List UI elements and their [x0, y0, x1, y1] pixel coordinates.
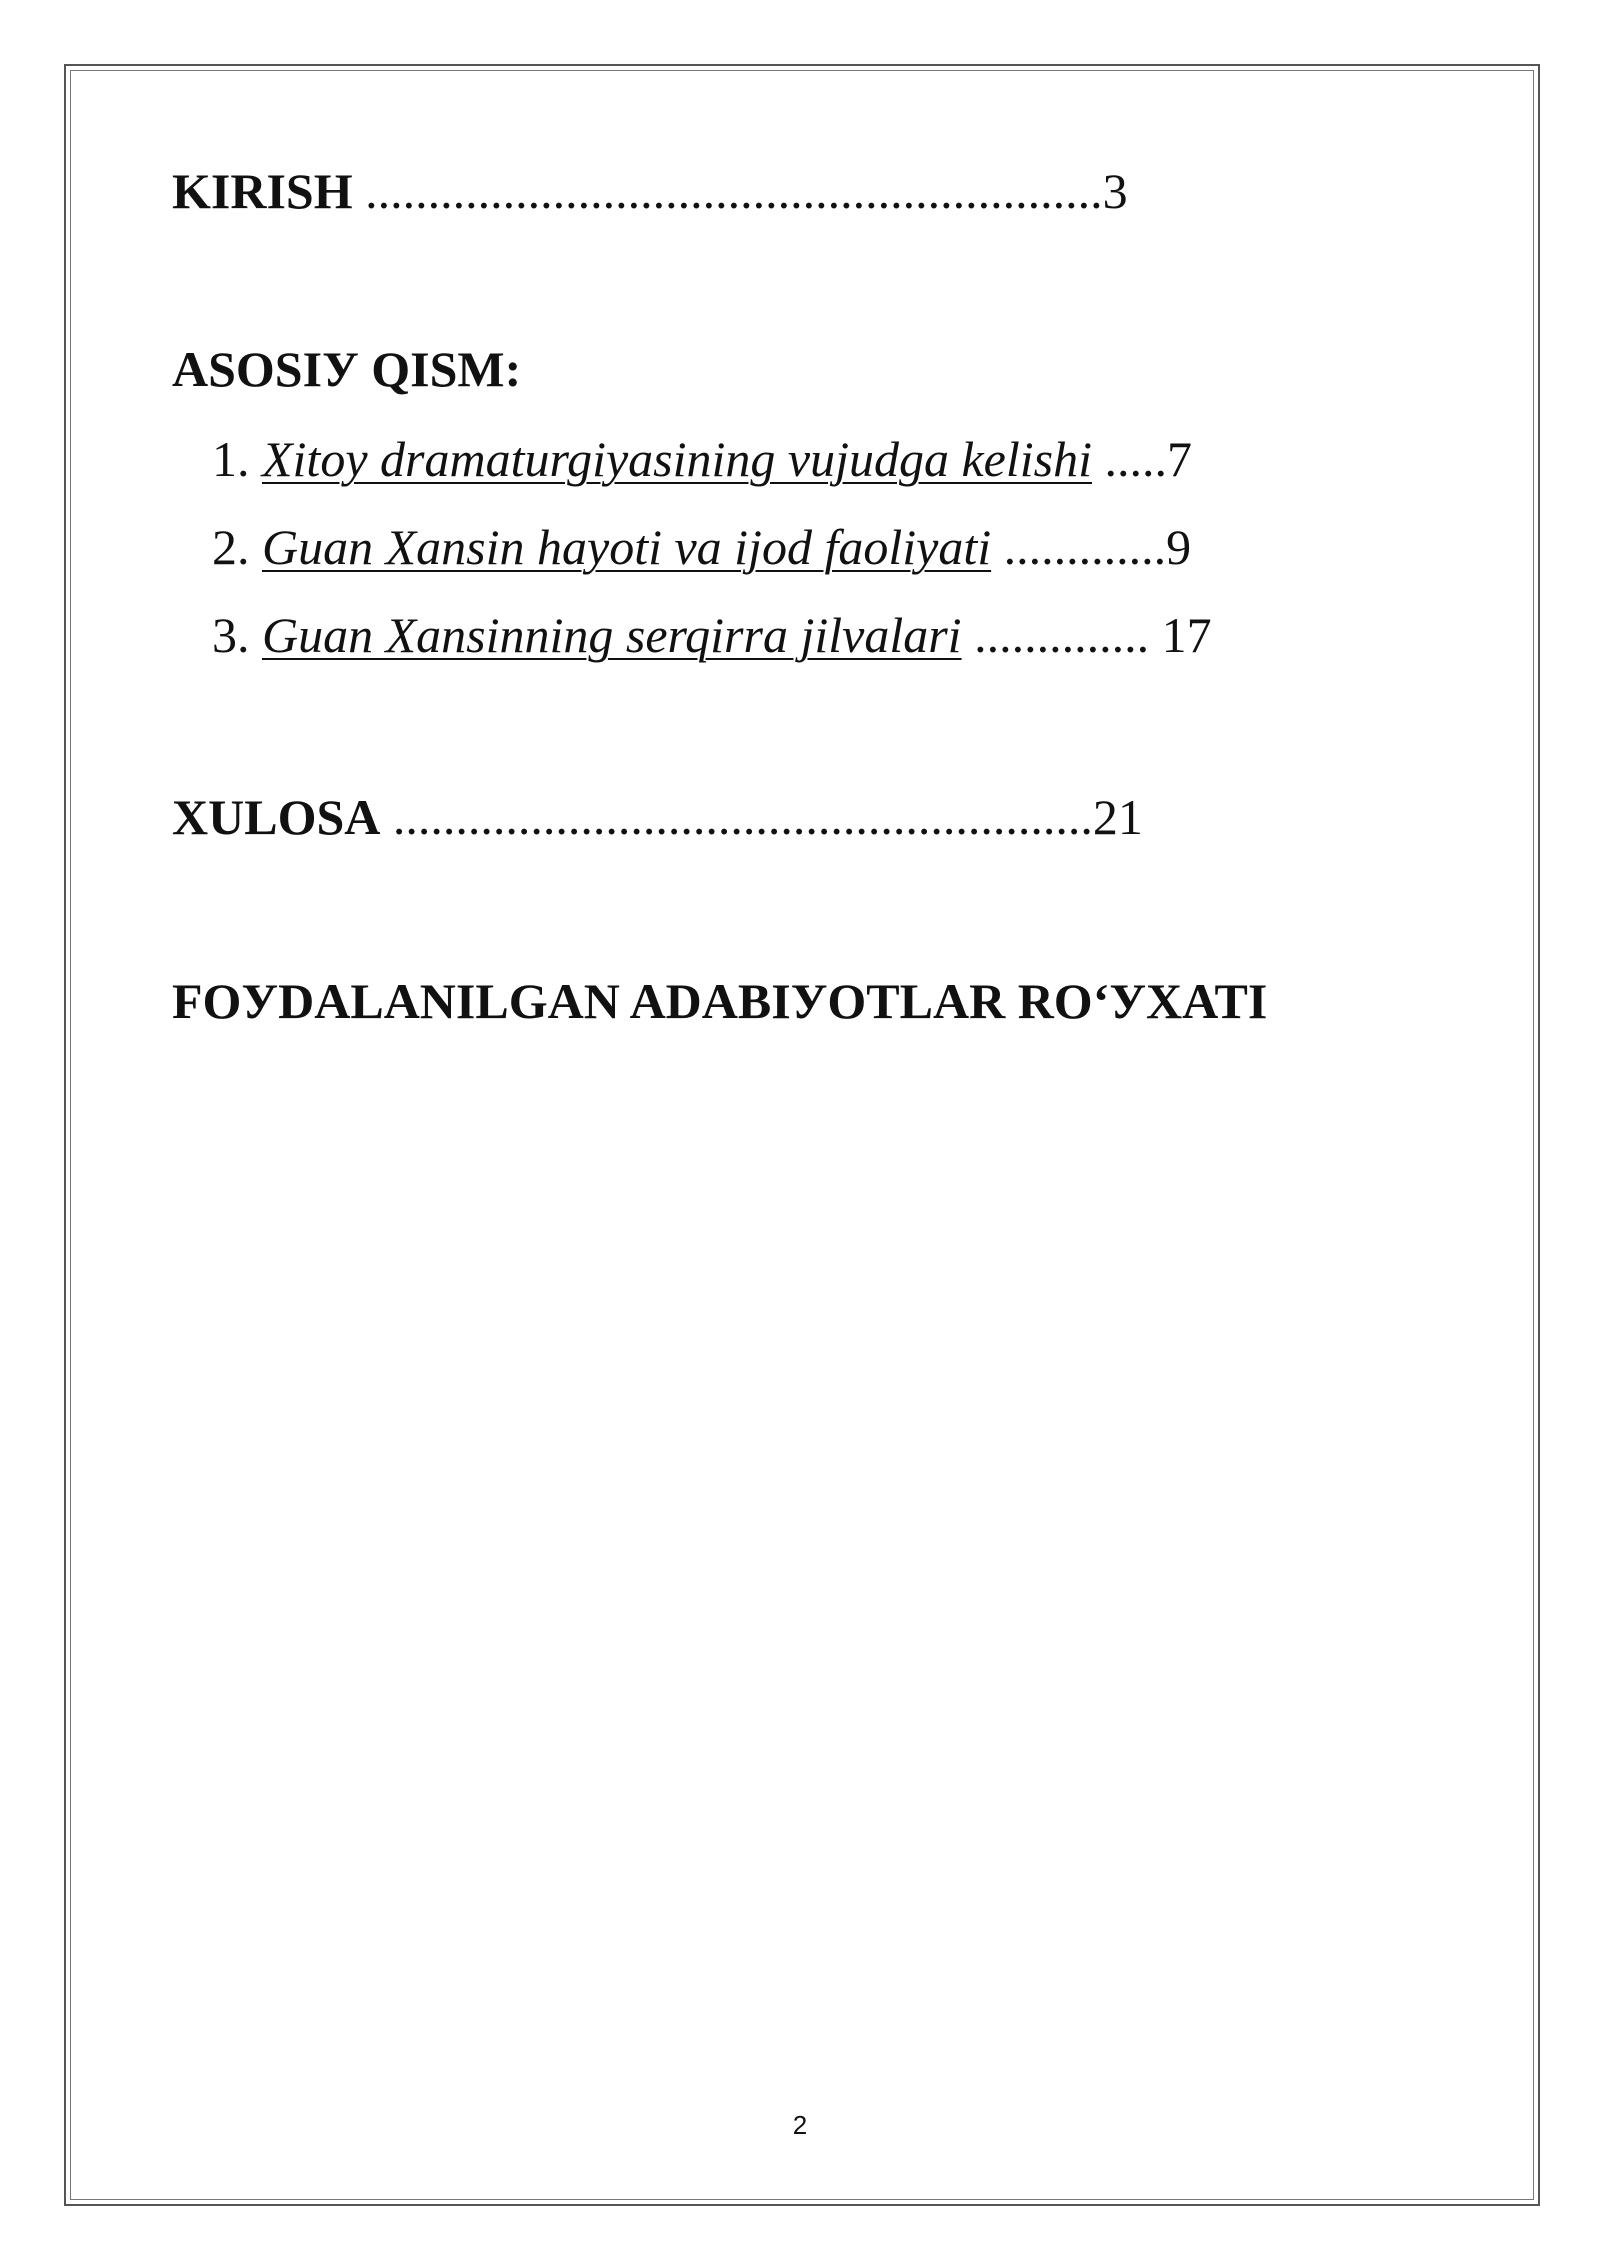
- toc-entry-kirish: [172, 163, 1128, 219]
- toc-leader-dots: ..............: [961, 607, 1162, 663]
- toc-page-number: 21: [1092, 789, 1143, 845]
- toc-leader-dots: ........................................................: [380, 789, 1093, 845]
- toc-entry-label: KIRISH: [172, 163, 353, 219]
- toc-entry-xulosa: [172, 789, 1143, 845]
- toc-subentry-number: 2.: [212, 519, 250, 575]
- toc-leader-dots: ...........................................................: [352, 163, 1103, 219]
- toc-section-heading: [172, 341, 522, 397]
- toc-entry-label: FOУDALANILGAN ADABIУOTLAR RO‘УXATI: [172, 973, 1268, 1029]
- toc-subentry-title: Guan Xansin hayoti va ijod faoliyati: [262, 519, 992, 575]
- toc-page-number: 7: [1167, 431, 1193, 487]
- toc-page-number: 17: [1161, 607, 1212, 663]
- toc-leader-dots: .....: [1092, 431, 1168, 487]
- toc-entry-label: XULOSA: [172, 789, 381, 845]
- toc-entry-foydalanilgan: [172, 973, 1268, 1029]
- toc-subentry-3: [212, 607, 1212, 663]
- toc-leader-dots: .............: [991, 519, 1167, 575]
- toc-subentry-number: 1.: [212, 431, 250, 487]
- toc-section-label: ASOSIУ QISM:: [172, 341, 522, 397]
- toc-subentry-title: Guan Xansinning serqirra jilvalari: [262, 607, 962, 663]
- toc-subentry-1: [212, 431, 1193, 487]
- toc-subentry-2: [212, 519, 1192, 575]
- page-number: 2: [792, 2110, 808, 2140]
- toc-page-number: 3: [1102, 163, 1128, 219]
- toc-page-number: 9: [1166, 519, 1192, 575]
- toc-subentry-number: 3.: [212, 607, 250, 663]
- toc-subentry-title: Xitoy dramaturgiyasining vujudga kelishi: [262, 431, 1093, 487]
